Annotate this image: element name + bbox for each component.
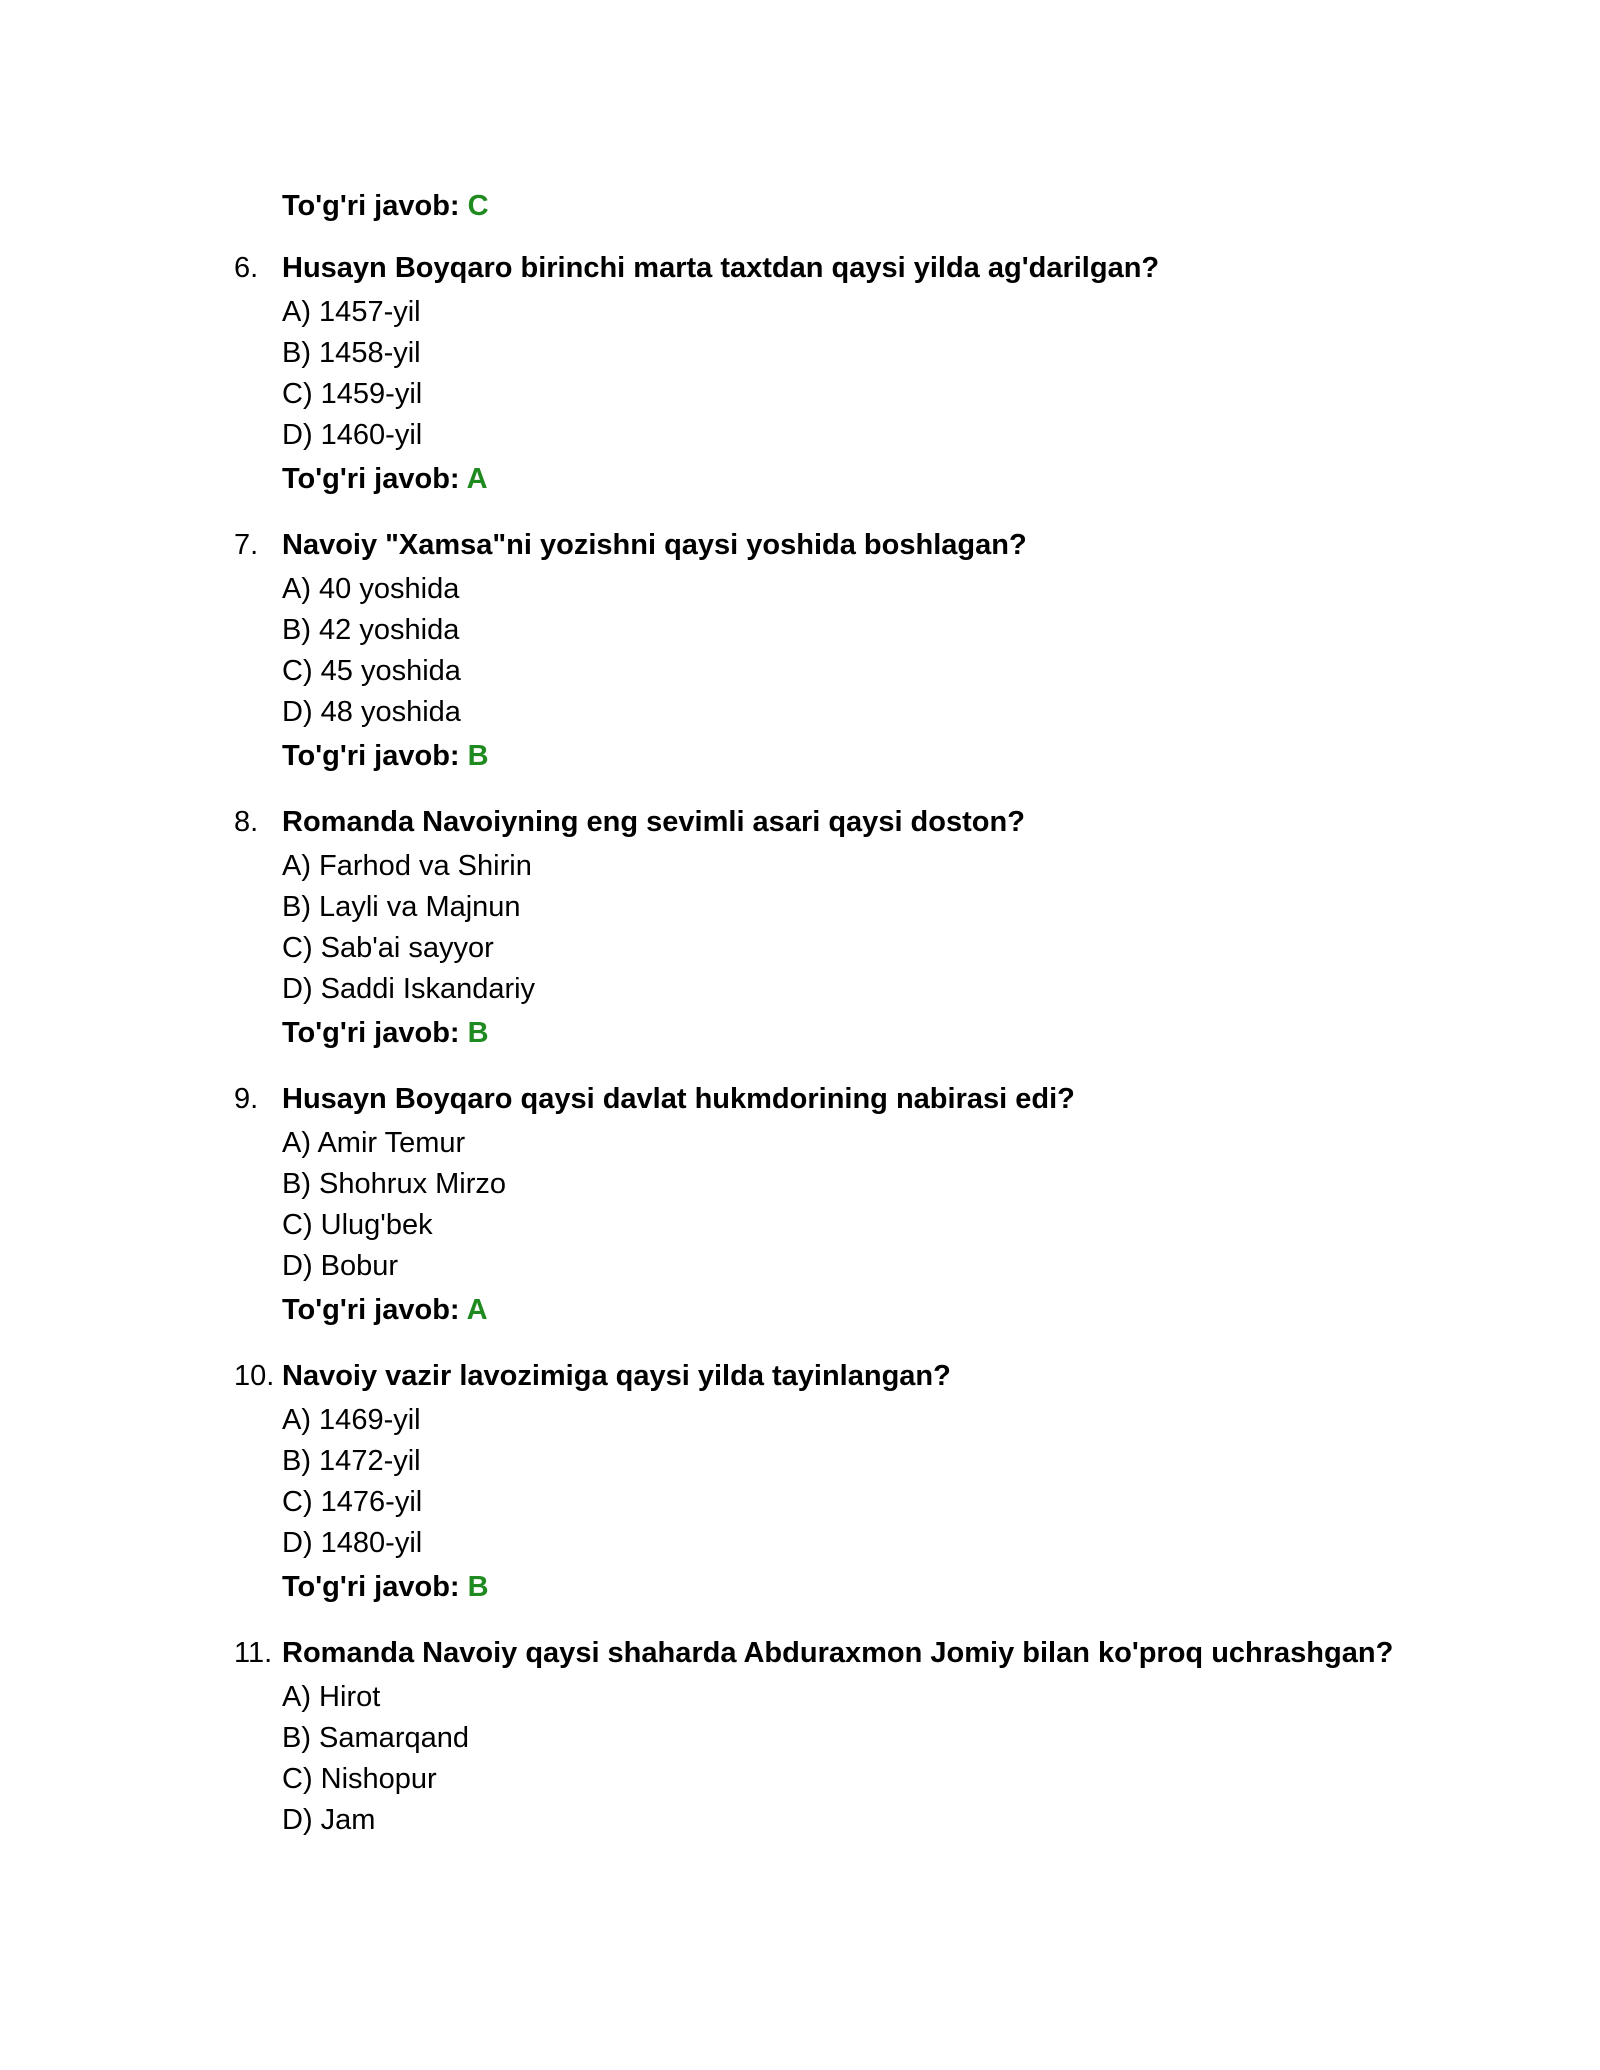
option-b: B) 1472-yil xyxy=(282,1445,421,1477)
question-text: Romanda Navoiy qaysi shaharda Abduraxmon Jomiy bilan ko'proq uchrashgan? xyxy=(282,1637,1394,1669)
answer-letter: B xyxy=(467,1017,489,1049)
options-list xyxy=(282,1400,1534,1564)
answer-letter: B xyxy=(467,1571,489,1603)
question-number: 11. xyxy=(234,1637,273,1669)
option-b: B) 42 yoshida xyxy=(282,614,460,646)
answer-letter: A xyxy=(466,463,488,495)
answer-line xyxy=(282,1010,1534,1056)
option-c: C) Nishopur xyxy=(282,1763,437,1795)
options-list xyxy=(282,1677,1534,1841)
option-c: C) Sab'ai sayyor xyxy=(282,932,494,964)
question-text: Romanda Navoiyning eng sevimli asari qaysi doston? xyxy=(282,806,1025,838)
answer-letter: B xyxy=(467,740,489,772)
option-c: C) 1459-yil xyxy=(282,378,423,410)
question-text: Husayn Boyqaro qaysi davlat hukmdorining nabirasi edi? xyxy=(282,1083,1075,1115)
question-6 xyxy=(234,246,1534,502)
answer-line xyxy=(282,184,489,228)
answer-label: To'g'ri javob: xyxy=(282,1017,460,1049)
answer-line xyxy=(282,456,1534,502)
options-list xyxy=(282,1123,1534,1287)
option-b: B) Layli va Majnun xyxy=(282,891,521,923)
question-7 xyxy=(234,523,1534,779)
answer-label: To'g'ri javob: xyxy=(282,1294,460,1326)
option-a: A) Hirot xyxy=(282,1681,381,1713)
option-b: B) Shohrux Mirzo xyxy=(282,1168,507,1200)
option-c: C) Ulug'bek xyxy=(282,1209,433,1241)
answer-letter: A xyxy=(466,1294,488,1326)
question-number: 7. xyxy=(234,529,259,561)
question-text: Navoiy vazir lavozimiga qaysi yilda tayinlangan? xyxy=(282,1360,951,1392)
option-a: A) Amir Temur xyxy=(282,1127,466,1159)
question-number: 6. xyxy=(234,252,259,284)
question-number: 8. xyxy=(234,806,259,838)
question-text: Navoiy "Xamsa"ni yozishni qaysi yoshida boshlagan? xyxy=(282,529,1027,561)
question-10 xyxy=(234,1354,1534,1610)
answer-line xyxy=(282,1564,1534,1610)
options-list xyxy=(282,569,1534,733)
option-d: D) 1460-yil xyxy=(282,419,423,451)
option-d: D) Saddi Iskandariy xyxy=(282,973,536,1005)
question-11 xyxy=(234,1631,1534,1841)
option-d: D) 1480-yil xyxy=(282,1527,423,1559)
answer-label: To'g'ri javob: xyxy=(282,1571,460,1603)
question-9 xyxy=(234,1077,1534,1333)
answer-letter: C xyxy=(467,190,489,222)
option-a: A) 1457-yil xyxy=(282,296,421,328)
option-b: B) 1458-yil xyxy=(282,337,421,369)
answer-line xyxy=(282,733,1534,779)
answer-label: To'g'ri javob: xyxy=(282,463,460,495)
option-d: D) Jam xyxy=(282,1804,376,1836)
option-d: D) Bobur xyxy=(282,1250,399,1282)
option-c: C) 45 yoshida xyxy=(282,655,461,687)
question-number: 10. xyxy=(234,1360,275,1392)
answer-label: To'g'ri javob: xyxy=(282,740,460,772)
answer-line xyxy=(282,1287,1534,1333)
option-a: A) Farhod va Shirin xyxy=(282,850,532,882)
option-d: D) 48 yoshida xyxy=(282,696,461,728)
question-number: 9. xyxy=(234,1083,259,1115)
option-a: A) 40 yoshida xyxy=(282,573,460,605)
question-8 xyxy=(234,800,1534,1056)
question-text: Husayn Boyqaro birinchi marta taxtdan qaysi yilda ag'darilgan? xyxy=(282,252,1160,284)
option-a: A) 1469-yil xyxy=(282,1404,421,1436)
options-list xyxy=(282,846,1534,1010)
option-c: C) 1476-yil xyxy=(282,1486,423,1518)
option-b: B) Samarqand xyxy=(282,1722,469,1754)
answer-label: To'g'ri javob: xyxy=(282,190,460,222)
options-list xyxy=(282,292,1534,456)
